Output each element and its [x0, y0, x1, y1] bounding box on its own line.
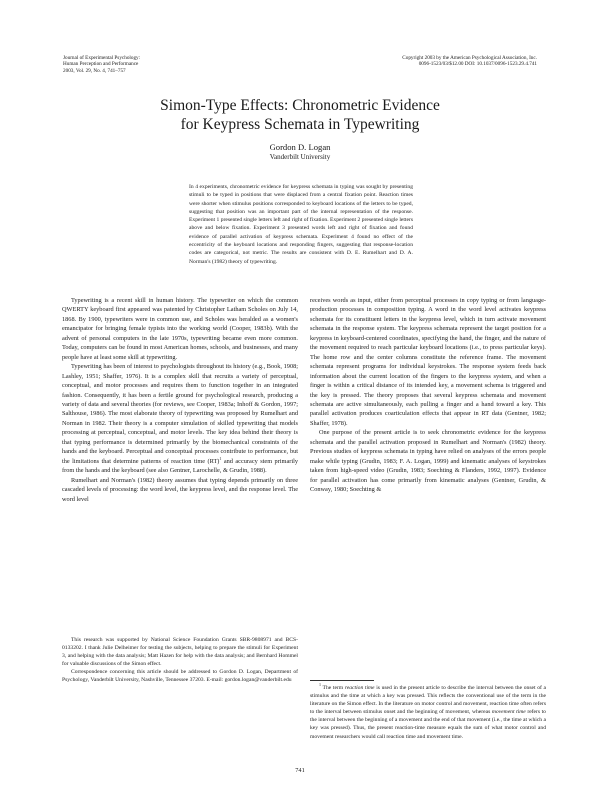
body-paragraph: Typewriting is a recent skill in human history. The typewriter on which the common QWERTY keyboard first appeared was patented by Christopher Latham Scholes on July 14, 1868. By 1900, typewriters were in common use, and Scholes was heralded as a women's emancipator for bringing female typists into the working world (Cooper, 1983b). With the advent of personal computers in the late 1970s, typewriting became even more common. Today, computers can be found in most American homes, schools, and businesses, and many people have at least some skill at typewriting. [62, 297, 298, 361]
page-number: 741 [295, 767, 305, 774]
body-paragraph [62, 362, 298, 475]
footnote-text-part: is used in the present article to describe the interval between the onset of a stimulus and the time at which a key was pressed. This reflects the conventional use of the term in the literature on the Simon effect. In the literature on motor control and movement, reaction time often refers to the interval between stimulus onset and the beginning of movement, whereas [310, 685, 546, 716]
body-paragraph: Rumelhart and Norman's (1982) theory assumes that typing depends primarily on three cascaded levels of processing: the word level, the keypress level, and the response level. The word level [62, 476, 298, 503]
footnote-text-part: refers to the interval between the beginning of a movement and the end of that movement (i.e., the time at which a key was pressed). Thus, the present reaction-time measure equals the sum of what motor control and movement researchers would call reaction time and movement time. [310, 709, 546, 740]
author-note-correspondence: Correspondence concerning this article should be addressed to Gordon D. Logan, Department of Psychology, Vanderbilt University, Nashville, Tennessee 37203. E-mail: gordon.logan@vanderbilt.edu [62, 669, 298, 684]
body-paragraph: receives words as input, either from perceptual processes in copy typing or from language-production processes in composition typing. A word in the word level activates keypress schemata for its constituent letters in the keypress level, which in turn activate movement schemata in the response system. The keypress schemata represent the target position for a keypress in keyboard-centered coordinates, specifying the hand, the finger, and the nature of the movement required to reach particular keyboard locations (i.e., to press particular keys). The home row and the center columns constitute the reference frame. The movement schemata represent programs for individual keystrokes. The response system feeds back information about the current location of the fingers to the keypress system, and when a finger is within a critical distance of its intended key, a movement schema is triggered and the key is pressed. The theory proposes that several keypress schemata and movement schemata are active simultaneously, each pulling a finger and a hand toward a key. This parallel activation produces coarticulation effects that appear in RT data (Gentner, 1982; Shaffer, 1978). [310, 297, 546, 427]
footnote-text-part: The term [321, 685, 345, 691]
copyright-line: Copyright 2003 by the American Psychological Association, Inc. [402, 55, 537, 61]
footnote-number: 1 [319, 682, 321, 688]
footnote-term: movement time [491, 709, 526, 716]
journal-header [63, 55, 263, 74]
footnote-text [310, 684, 546, 741]
footnote-term: reaction time [344, 685, 375, 691]
footnote [310, 684, 546, 741]
author-name: Gordon D. Logan [269, 142, 331, 152]
journal-header-line: 2003, Vol. 29, No. 4, 741–757 [63, 67, 126, 74]
author-note [62, 636, 298, 685]
journal-header-line: Journal of Experimental Psychology: [63, 55, 141, 61]
title-line-2: for Keypress Schemata in Typewriting [180, 116, 420, 133]
body-text: Typewriting has been of interest to psychologists throughout its history (e.g., Book, 1908; Lashley, 1951; Shaffer, 1976). It is a complex skill that recruits a variety of perceptual, conceptual, and motor processes and requires them to function together in an integrated fashion. Consequently, it has been a fertile ground for psychological research, producing a variety of data and several theories (for reviews, see Cooper, 1983a; Inhoff & Gordon, 1997; Salthouse, 1986). The most elaborate theory of typewriting was proposed by Rumelhart and Norman in 1982. Their theory is a computer simulation of skilled typewriting that models processing at perceptual, conceptual, and motor levels. The key idea behind their theory is that typing performance is determined primarily by the biomechanical constraints of the hands and the keyboard. Perceptual and conceptual processes contribute to performance, but the limitations that determine patterns of reaction time (RT) [62, 363, 298, 465]
footnote-divider [310, 680, 374, 681]
body-paragraph: One purpose of the present article is to seek chronometric evidence for the keypress schemata and the parallel activation proposed in Rumelhart and Norman's (1982) theory. Previous studies of keypress schemata in typing have relied on analyses of the errors people make while typing (Grudin, 1983; F. A. Logan, 1999) and kinematic analyses of keystrokes taken from high-speed video (Grudin, 1983; Soechting & Flanders, 1992, 1997). Evidence for parallel activation has come primarily from kinematic analyses (Gentner, Grudin, & Conway, 1980; Soechting & [310, 429, 546, 494]
article-title [80, 96, 520, 134]
body-column-left [62, 296, 298, 504]
author-affiliation: Vanderbilt University [269, 153, 331, 161]
journal-header-line: Human Perception and Performance [63, 61, 139, 68]
author-note-funding: This research was supported by National Science Foundation Grants SBR-9808971 and BCS-0133202. I thank Julie Delheimer for testing the subjects, helping to prepare the stimuli for Experiment 3, and helping with the data analysis; Matt Hazen for help with the data analysis; and Bernhard Hommel for valuable discussions of the Simon effect. [62, 637, 298, 668]
doi-line: 0096-1523/03/$12.00 DOI: 10.1037/0096-1523.29.4.741 [418, 61, 537, 68]
body-column-right [310, 296, 546, 495]
footnote-marker: 1 [219, 455, 222, 461]
body-text: and accuracy stem primarily from the hands and the keyboard (see also Gentner, Larochelle, & Grudin, 1988). [62, 457, 298, 475]
abstract: In 4 experiments, chronometric evidence for keypress schemata in typing was sought by presenting stimuli to be typed in positions that were displaced from a central fixation point. Reaction times were shorter when stimulus positions corresponded to keyboard locations of the letters to be typed, suggesting that position was an important part of the internal representation of the response. Experiment 1 presented single letters left and right of fixation. Experiment 2 presented single letters above and below fixation. Experiment 3 presented words left and right of fixation and found evidence of parallel activation of keypress schemata. Experiment 4 found no effect of the eccentricity of the keyboard locations and responding fingers, suggesting that response-location codes are categorical, not metric. The results are consistent with D. E. Rumelhart and D. A. Norman's (1982) theory of typewriting. [189, 184, 413, 265]
copyright-header [317, 55, 537, 68]
title-line-1: Simon-Type Effects: Chronometric Evidence [160, 97, 440, 114]
